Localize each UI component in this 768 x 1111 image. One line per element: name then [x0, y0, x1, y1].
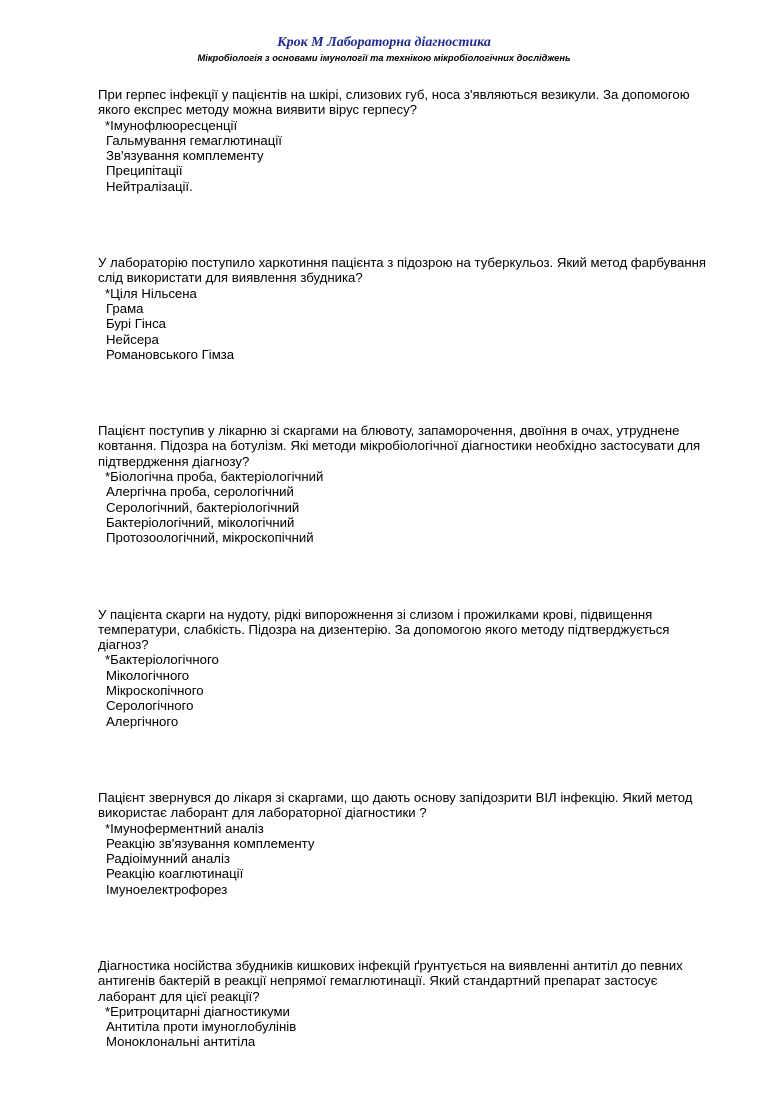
answer-options [98, 286, 708, 362]
question-text: Пацієнт звернувся до лікаря зі скаргами, що дають основу запідозрити ВІЛ інфекцію. Який метод використає лаборант для лабораторної діагностики ? [98, 789, 693, 821]
page-header [0, 34, 768, 64]
answer-option: Бурі Гінса [106, 316, 167, 332]
question-text: При герпес інфекції у пацієнтів на шкірі, слизових губ, носа з'являються везикули. За допомогою якого експрес методу можна виявити вірус герпесу? [98, 87, 690, 118]
answer-option: Моноклональні антитіла [106, 1034, 256, 1050]
answer-option: Гальмування гемаглютинації [106, 132, 282, 148]
question-text: У пацієнта скарги на нудоту, рідкі випорожнення зі слизом і прожилками крові, підвищення температури, слабкість. Підозра на дизентерію. За допомогою якого методу підтверджується діагноз? [98, 606, 670, 653]
question-6 [98, 958, 708, 1050]
question-text: Діагностика носійства збудників кишкових інфекцій ґрунтується на виявленні антитіл до певних антигенів бактерій в реакції непрямої гемаглютинації. Який стандартний препарат застосує лаборант для цієї реакції? [98, 957, 683, 1004]
answer-option: Бактеріологічний, мікологічний [106, 514, 295, 530]
answer-option: Реакцію коаглютинації [106, 866, 244, 882]
answer-option: Алергічна проба, серологічний [106, 484, 294, 500]
answer-option: Імуноелектрофорез [106, 881, 228, 897]
question-4 [98, 607, 708, 729]
answer-option: Романовського Гімза [106, 346, 235, 362]
questions-list [98, 87, 708, 1111]
question-text: У лабораторію поступило харкотиння пацієнта з підозрою на туберкульоз. Який метод фарбування слід використати для виявлення збудника? [98, 255, 707, 286]
answer-options [98, 469, 708, 545]
answer-options [98, 1004, 708, 1050]
answer-options [98, 821, 708, 897]
answer-options [98, 652, 708, 728]
answer-option: Нейсера [106, 331, 159, 347]
answer-option: Нейтралізації. [106, 178, 193, 194]
question-5 [98, 790, 708, 897]
question-text: Пацієнт поступив у лікарню зі скаргами на блювоту, запаморочення, двоїння в очах, утруднене ковтання. Підозра на ботулізм. Які методи мікробіологічної діагностики необхідно застосувати для підтвердження діагнозу? [98, 423, 701, 469]
answer-option: Антитіла проти імуноглобулінів [106, 1019, 297, 1035]
answer-option-correct: *Імунофлюоресценції [105, 117, 238, 133]
answer-option-correct: *Бактеріологічного [105, 652, 219, 668]
answer-option-correct: *Ціля Нільсена [105, 285, 197, 301]
answer-option: Серологічний, бактеріологічний [106, 499, 300, 515]
answer-option: Протозоологічний, мікроскопічний [106, 530, 314, 546]
answer-option: Грама [106, 300, 144, 316]
answer-option: Мікроскопічного [106, 683, 204, 699]
answer-options [98, 118, 708, 194]
answer-option: Алергічного [106, 713, 179, 729]
question-1 [98, 87, 708, 194]
page-title: Крок М Лабораторна діагностика [277, 35, 491, 50]
question-3 [98, 423, 708, 545]
page-subtitle: Мікробіологія з основами імунології та технікою мікробіологічних досліджень [197, 53, 571, 63]
answer-option-correct: *Біологічна проба, бактеріологічний [105, 469, 324, 485]
answer-option: Мікологічного [106, 667, 190, 683]
question-2 [98, 255, 708, 362]
answer-option-correct: *Імуноферментний аналіз [105, 820, 264, 836]
answer-option: Преципітації [106, 163, 183, 179]
answer-option: Реакцію зв'язування комплементу [106, 835, 315, 851]
answer-option-correct: *Еритроцитарні діагностикуми [105, 1003, 290, 1019]
answer-option: Серологічного [106, 698, 194, 714]
answer-option: Радіоімунний аналіз [106, 851, 230, 867]
answer-option: Зв'язування комплементу [106, 148, 264, 164]
